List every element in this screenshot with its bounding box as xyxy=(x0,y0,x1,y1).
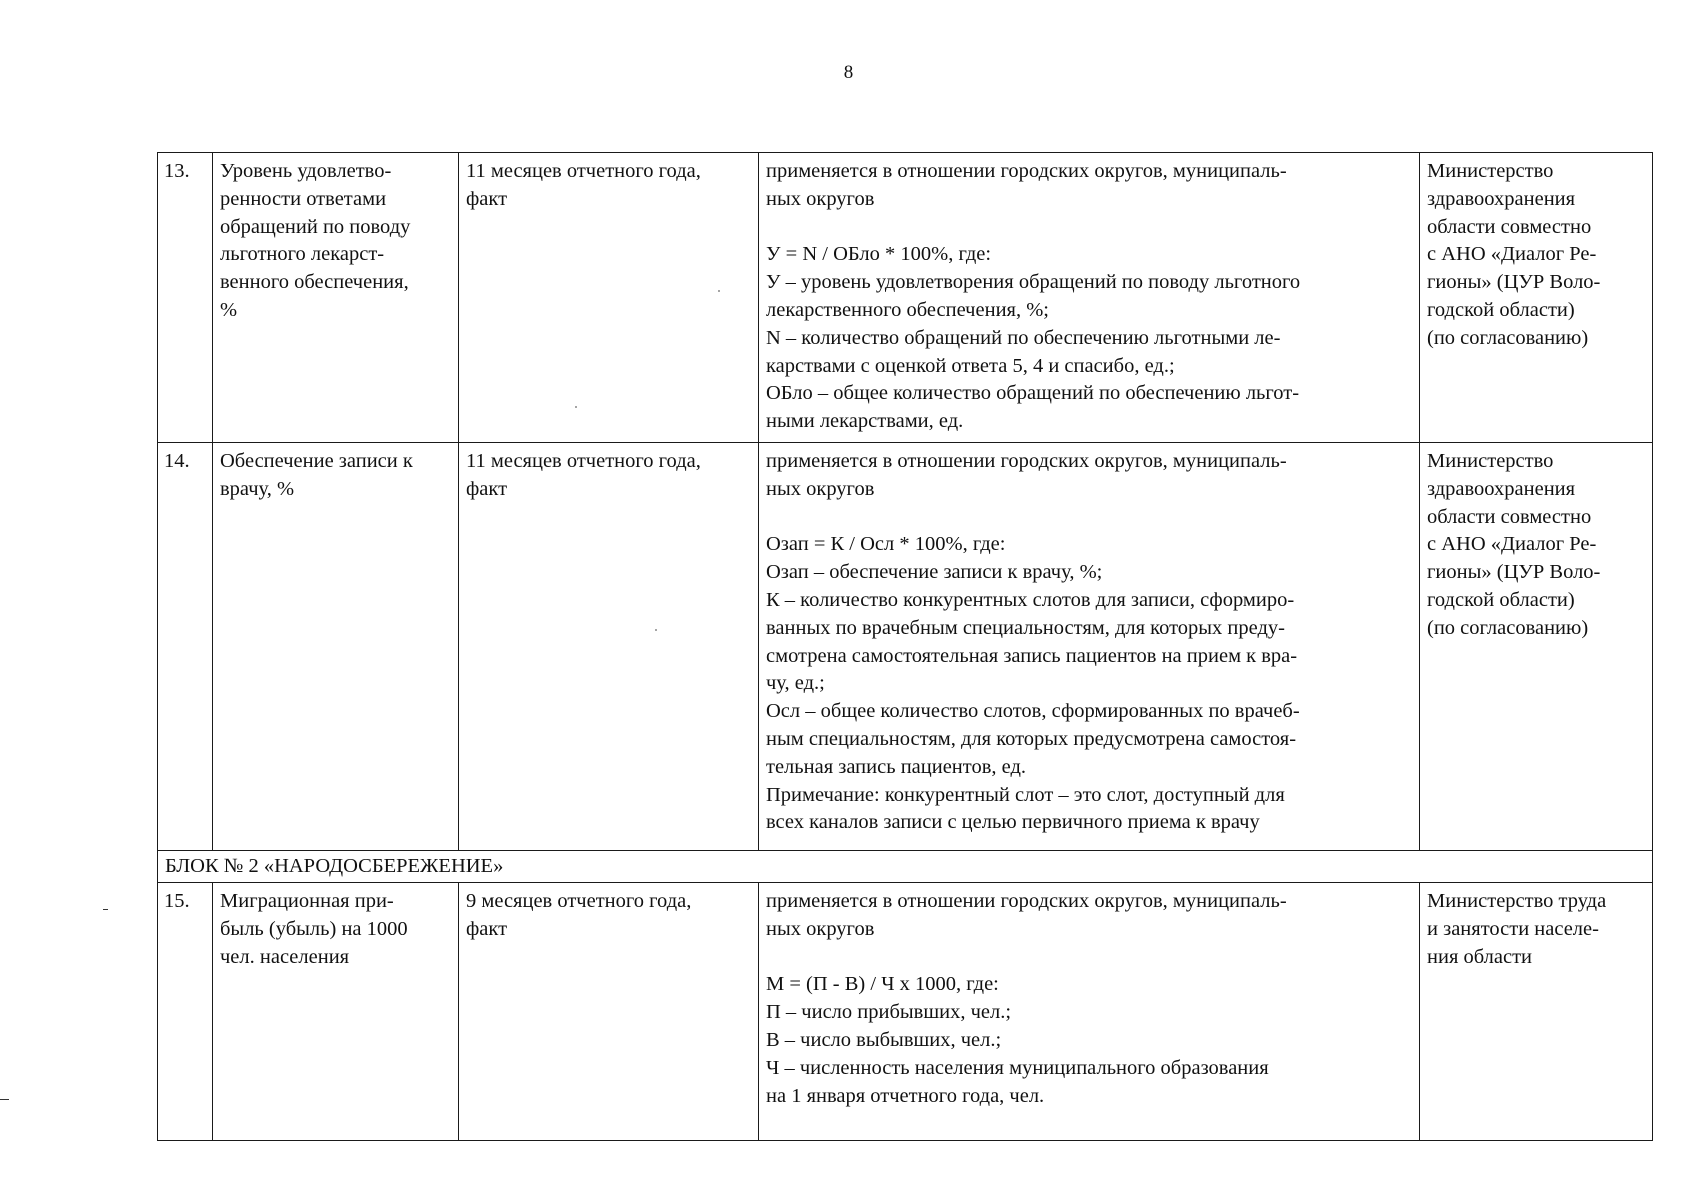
reporting-period: 11 месяцев отчетного года, факт xyxy=(459,443,759,851)
indicator-name: Миграционная при- быль (убыль) на 1000 чел. населения xyxy=(213,883,459,1141)
responsible-body: Министерство здравоохранения области совместно с АНО «Диалог Ре- гионы» (ЦУР Воло- годской области) (по согласованию) xyxy=(1420,153,1653,443)
table-row xyxy=(158,883,1653,1141)
row-number: 14. xyxy=(158,443,213,851)
scan-edge-mark xyxy=(0,1099,9,1100)
block-header: БЛОК № 2 «НАРОДОСБЕРЕЖЕНИЕ» xyxy=(158,851,1653,883)
scan-speck xyxy=(575,406,577,408)
row-number: 13. xyxy=(158,153,213,443)
responsible-body: Министерство труда и занятости населе- ния области xyxy=(1420,883,1653,1141)
page-number: 8 xyxy=(843,62,854,83)
table-row xyxy=(158,443,1653,851)
calculation-method: применяется в отношении городских округов, муниципаль- ных округов У = N / ОБло * 100%, где: У – уровень удовлетворения обращений по поводу льготного лекарственного обеспечения, %; N – количество обращений по обеспечению льготными ле- карствами с оценкой ответа 5, 4 и спасибо, ед.; ОБло – общее количество обращений по обеспечению льгот- ными лекарствами, ед. xyxy=(759,153,1420,443)
indicator-name: Уровень удовлетво- ренности ответами обращений по поводу льготного лекарст- венного обеспечения, % xyxy=(213,153,459,443)
calculation-method: применяется в отношении городских округов, муниципаль- ных округов М = (П - В) / Ч х 1000, где: П – число прибывших, чел.; В – число выбывших, чел.; Ч – численность населения муниципального образования на 1 января отчетного года, чел. xyxy=(759,883,1420,1141)
responsible-body: Министерство здравоохранения области совместно с АНО «Диалог Ре- гионы» (ЦУР Воло- годской области) (по согласованию) xyxy=(1420,443,1653,851)
indicators-table xyxy=(157,152,1653,1141)
scan-speck xyxy=(718,290,720,292)
reporting-period: 11 месяцев отчетного года, факт xyxy=(459,153,759,443)
indicator-name: Обеспечение записи к врачу, % xyxy=(213,443,459,851)
reporting-period: 9 месяцев отчетного года, факт xyxy=(459,883,759,1141)
scan-speck xyxy=(655,629,657,631)
row-number: 15. xyxy=(158,883,213,1141)
table-row xyxy=(158,153,1653,443)
block-header-row xyxy=(158,851,1653,883)
calculation-method: применяется в отношении городских округов, муниципаль- ных округов Озап = К / Осл * 100%, где: Озап – обеспечение записи к врачу, %; К – количество конкурентных слотов для записи, сформиро- ванных по врачебным специальностям, для которых преду- смотрена самостоятельная запись пациентов на прием к вра- чу, ед.; Осл – общее количество слотов, сформированных по врачеб- ным специальностям, для которых предусмотрена самостоя- тельная запись пациентов, ед. Примечание: конкурентный слот – это слот, доступный для всех каналов записи с целью первичного приема к врачу xyxy=(759,443,1420,851)
scan-edge-mark xyxy=(103,909,108,910)
